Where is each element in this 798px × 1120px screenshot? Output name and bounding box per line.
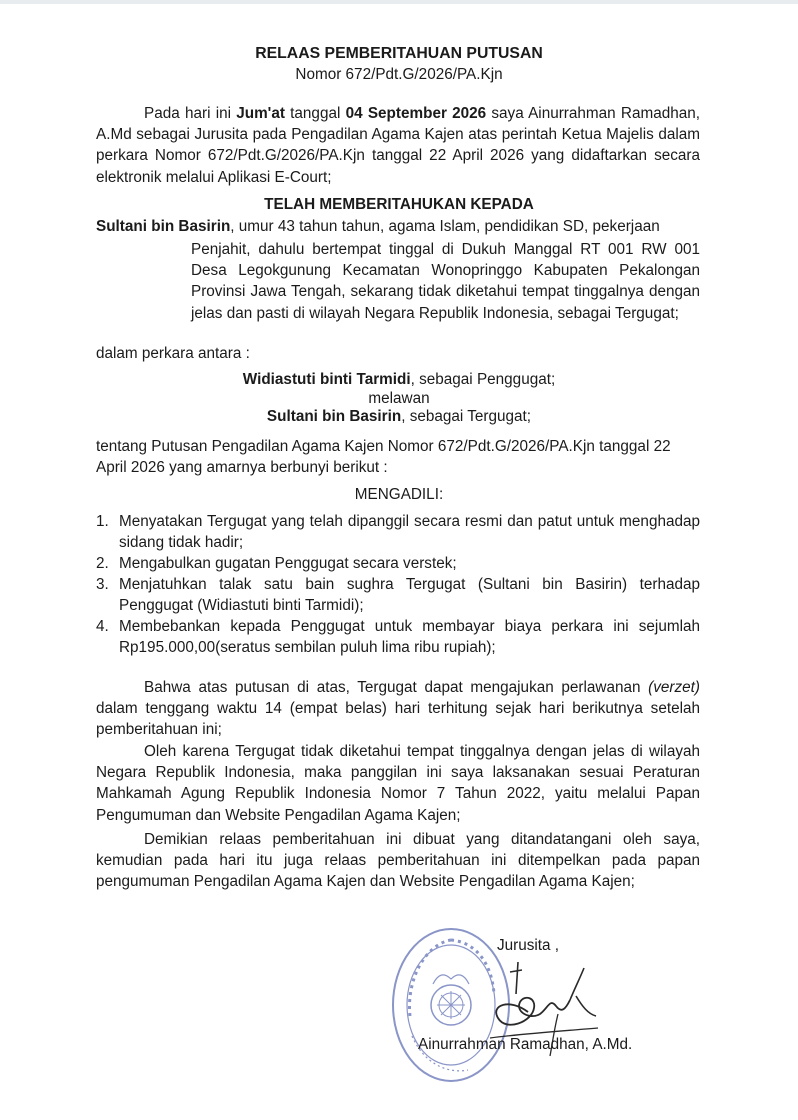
closing-verzet: (verzet) [648,679,700,696]
recipient-details: , umur 43 tahun tahun, agama Islam, pendidikan SD, pekerjaan [230,218,660,235]
decision-item-text: Membebankan kepada Penggugat untuk membayar biaya perkara ini sejumlah Rp195.000,00(seratus sembilan puluh lima ribu rupiah); [119,618,700,657]
defendant-line [0,408,798,426]
defendant-role: , sebagai Tergugat; [401,408,532,425]
decision-item-number: 2. [96,555,109,572]
recipient-name: Sultani bin Basirin [96,218,231,235]
recipient-heading: TELAH MEMBERITAHUKAN KEPADA [264,196,534,213]
defendant-name: Sultani bin Basirin [266,408,402,425]
closing-paragraph-verzet [96,677,700,741]
plaintiff-line [0,371,798,389]
decision-item [96,553,700,574]
decision-item [96,511,700,553]
parties-intro: dalam perkara antara : [96,345,250,362]
decision-item-number: 3. [96,576,109,593]
recipient-first-line [96,218,660,236]
intro-text-c: saya Ainurrahman Ramadhan, A.Md sebagai Jurusita pada Pengadilan Agama Kajen atas perintah Ketua Majelis dalam perkara Nomor 672/Pdt.G/2026/PA.Kjn tanggal 22 April 2026 yang didaftarkan secara elektronik melalui Aplikasi E-Court; [96,105,700,186]
decision-item [96,616,700,658]
intro-day: Jum'at [236,105,285,122]
decision-item-text: Menjatuhkan talak satu bain sughra Tergugat (Sultani bin Basirin) terhadap Penggugat (Widiastuti binti Tarmidi); [119,576,700,615]
scan-edge [0,0,798,4]
closing-paragraph-statement: Demikian relaas pemberitahuan ini dibuat yang ditandatangani oleh saya, kemudian pada hari itu juga relaas pemberitahuan ini ditempelkan pada papan pengumuman Pengadilan Agama Kajen dan Website Pengadilan Agama Kajen; [96,831,700,891]
closing-text-a: Bahwa atas putusan di atas, Tergugat dapat mengajukan perlawanan [144,679,649,696]
decision-item-text: Menyatakan Tergugat yang telah dipanggil secara resmi dan patut untuk menghadap sidang tidak hadir; [119,513,700,552]
intro-text-b: tanggal [284,105,346,122]
decision-item [96,574,700,616]
intro-paragraph [96,103,700,188]
signer-name: Ainurrahman Ramadhan, A.Md. [418,1036,633,1053]
document-number: Nomor 672/Pdt.G/2026/PA.Kjn [295,66,503,83]
decision-item-text: Mengabulkan gugatan Penggugat secara verstek; [119,555,457,572]
intro-date: 04 September 2026 [345,105,487,122]
signer-role: Jurusita , [497,937,560,954]
closing-paragraph-announcement: Oleh karena Tergugat tidak diketahui tempat tinggalnya dengan jelas di wilayah Negara Republik Indonesia, maka panggilan ini saya laksanakan sesuai Peraturan Mahkamah Agung Republik Indonesia Nomor 7 Tahun 2022, yaitu melalui Papan Pengumuman dan Website Pengadilan Agama Kajen; [96,743,700,824]
versus-label: melawan [368,390,430,407]
recipient-address: Penjahit, dahulu bertempat tinggal di Dukuh Manggal RT 001 RW 001 Desa Legokgunung Kecamatan Wonopringgo Kabupaten Pekalongan Provinsi Jawa Tengah, sekarang tidak diketahui tempat tinggalnya dengan jelas dan pasti di wilayah Negara Republik Indonesia, sebagai Tergugat; [191,241,700,322]
decision-item-number: 1. [96,513,109,530]
plaintiff-role: , sebagai Penggugat; [410,371,556,388]
plaintiff-name: Widiastuti binti Tarmidi [242,371,411,388]
decision-heading: MENGADILI: [354,486,444,503]
document-title: RELAAS PEMBERITAHUAN PUTUSAN [255,45,543,62]
intro-text-a: Pada hari ini [144,105,237,122]
decision-intro: tentang Putusan Pengadilan Agama Kajen Nomor 672/Pdt.G/2026/PA.Kjn tanggal 22 April 2026 yang amarnya berbunyi berikut : [96,438,671,477]
closing-text-b: dalam tenggang waktu 14 (empat belas) hari terhitung sejak hari berikutnya setelah pemberitahuan ini; [96,700,700,739]
decision-item-number: 4. [96,618,109,635]
